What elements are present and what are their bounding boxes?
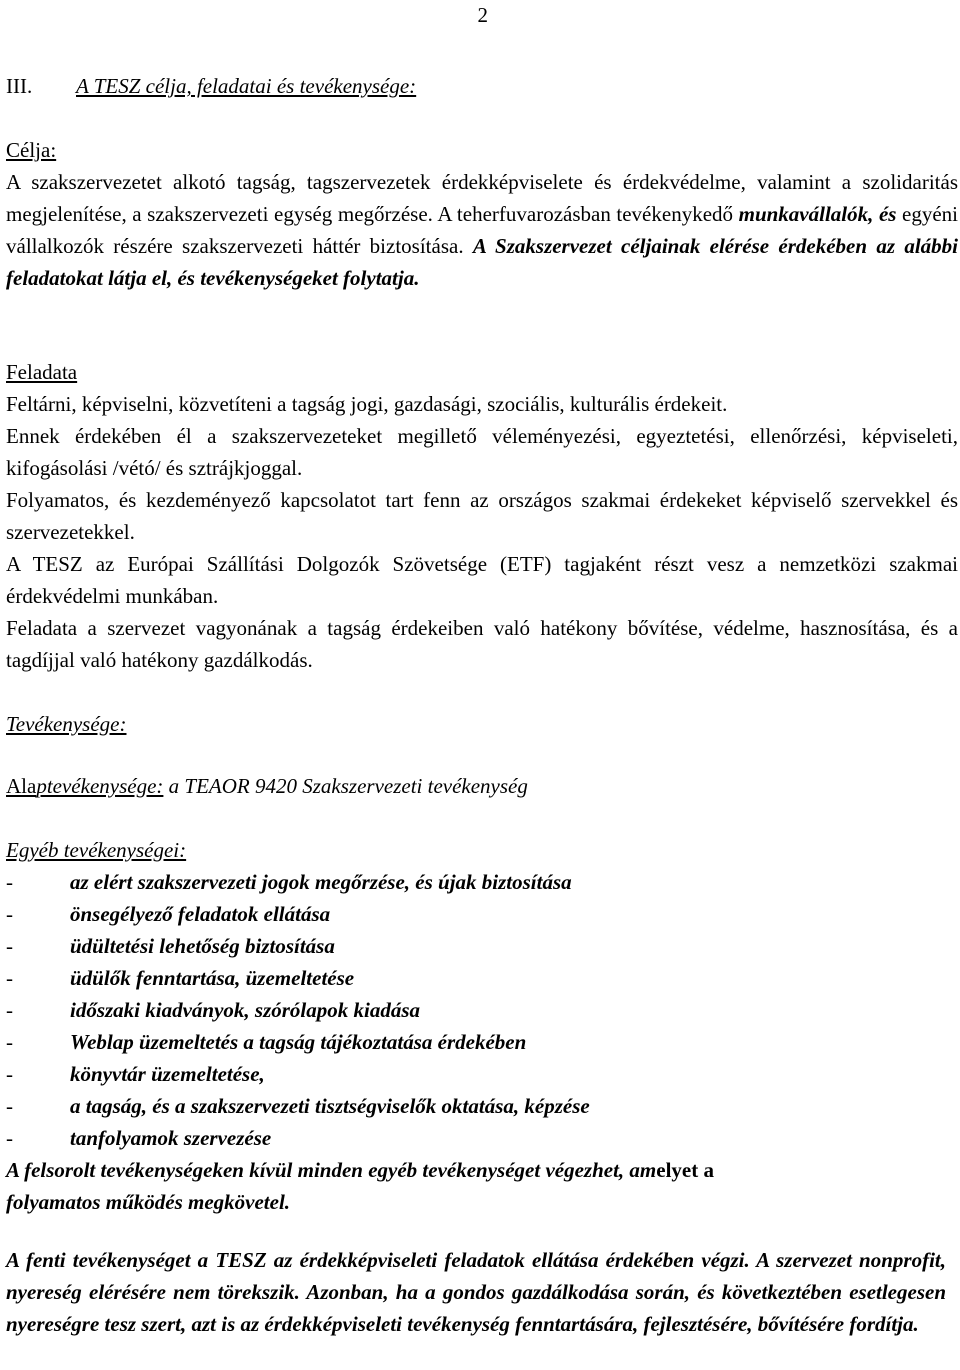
feladata-heading-text: Feladata xyxy=(6,360,78,384)
list-dash: - xyxy=(6,1126,13,1150)
list-dash: - xyxy=(6,1030,13,1054)
celja-heading xyxy=(6,134,958,166)
list-item-text: az elért szakszervezeti jogok megőrzése, és újak biztosítása xyxy=(70,870,572,894)
final-paragraph: A fenti tevékenységet a TESZ az érdekképviseleti feladatok ellátása érdekében végzi. A szervezet nonprofit, nyereség elérésére nem törekszik. Azonban, ha a gondos gazdálkodása során, és következtében esetlegesen nyereségre tesz szert, azt is az érdekképviseleti tevékenység fenntartására, fejlesztésére, bővítésére fordítja. xyxy=(6,1248,946,1336)
list-item-text: üdültetési lehetőség biztosítása xyxy=(70,934,335,958)
list-item-text: tanfolyamok szervezése xyxy=(70,1126,272,1150)
list-item xyxy=(6,1122,958,1154)
list-item xyxy=(6,1058,958,1090)
closing-bold: elyet a xyxy=(656,1158,714,1182)
celja-text-2: egyéni vállalkozók részére szakszervezeti háttér biztosítása. xyxy=(6,202,959,258)
list-item xyxy=(6,930,958,962)
alap-label-italic: ptevékenysége: xyxy=(36,774,164,798)
feladata-line-1: Feltárni, képviselni, közvetíteni a tagság jogi, gazdasági, szociális, kulturális érdekeit. xyxy=(6,392,728,416)
tevekenysege-heading xyxy=(6,708,958,740)
closing-italic: A felsorolt tevékenységeken kívül minden egyéb tevékenységet végezhet, am xyxy=(6,1158,657,1182)
alap-value: a TEAOR 9420 Szakszervezeti tevékenység xyxy=(163,774,528,798)
celja-heading-text: Célja: xyxy=(6,138,57,162)
alaptevekenyseg-line xyxy=(6,770,958,802)
list-item-text: a tagság, és a szakszervezeti tisztségviselők oktatása, képzése xyxy=(70,1094,590,1118)
closing-paragraph xyxy=(6,1154,958,1218)
egyeb-heading xyxy=(6,834,958,866)
page-number: 2 xyxy=(477,3,488,27)
list-item-text: időszaki kiadványok, szórólapok kiadása xyxy=(70,998,421,1022)
list-item xyxy=(6,962,958,994)
section-heading xyxy=(6,70,416,102)
feladata-heading xyxy=(6,356,958,388)
list-item xyxy=(6,1090,958,1122)
egyeb-heading-text: Egyéb tevékenységei: xyxy=(6,838,187,862)
list-item xyxy=(6,994,958,1026)
list-item-text: üdülők fenntartása, üzemeltetése xyxy=(70,966,355,990)
list-dash: - xyxy=(6,870,13,894)
celja-bold-1: munkavállalók, és xyxy=(738,202,897,226)
list-dash: - xyxy=(6,1062,13,1086)
section-title: A TESZ célja, feladatai és tevékenysége: xyxy=(76,74,417,98)
feladata-paragraph-4: A TESZ az Európai Szállítási Dolgozók Szövetsége (ETF) tagjaként részt vesz a nemzetközi szakmai érdekvédelmi munkában. xyxy=(6,552,958,608)
section-number: III. xyxy=(6,74,33,98)
list-item-text: Weblap üzemeltetés a tagság tájékoztatása érdekében xyxy=(70,1030,527,1054)
list-dash: - xyxy=(6,966,13,990)
list-item xyxy=(6,898,958,930)
activity-list xyxy=(6,866,958,1154)
feladata-paragraph-2: Ennek érdekében él a szakszervezeteket megillető véleményezési, egyeztetési, ellenőrzési, képviseleti, kifogásolási /vétó/ és sztrájkjoggal. xyxy=(6,424,958,480)
tevekenysege-heading-text: Tevékenysége: xyxy=(6,712,127,736)
list-item-text: könyvtár üzemeltetése, xyxy=(70,1062,265,1086)
list-dash: - xyxy=(6,902,13,926)
list-item xyxy=(6,1026,958,1058)
celja-paragraph xyxy=(6,166,958,294)
activity-list-items xyxy=(6,866,958,1154)
celja-text-1: A szakszervezetet alkotó tagság, tagszervezetek érdekképviselete és érdekvédelme, valamint a szolidaritás megjelenítése, a szakszervezeti egység megőrzése. A teherfuvarozásban tevékenykedő xyxy=(6,170,958,226)
list-dash: - xyxy=(6,998,13,1022)
alap-label-plain: Ala xyxy=(6,774,37,798)
feladata-paragraph-5: Feladata a szervezet vagyonának a tagság érdekeiben való hatékony bővítése, védelme, hasznosítása, és a tagdíjjal való hatékony gazdálkodás. xyxy=(6,616,958,672)
list-item xyxy=(6,866,958,898)
celja-bold-2: A Szakszervezet céljainak elérése érdekében az alábbi feladatokat látja el, és tevékenységeket folytatja. xyxy=(6,234,958,290)
feladata-paragraph-3: Folyamatos, és kezdeményező kapcsolatot tart fenn az országos szakmai érdekeket képviselő szervekkel és szervezetekkel. xyxy=(6,488,958,544)
list-dash: - xyxy=(6,934,13,958)
closing-italic-2: folyamatos működés megkövetel. xyxy=(6,1190,291,1214)
list-item-text: önsegélyező feladatok ellátása xyxy=(70,902,331,926)
list-dash: - xyxy=(6,1094,13,1118)
